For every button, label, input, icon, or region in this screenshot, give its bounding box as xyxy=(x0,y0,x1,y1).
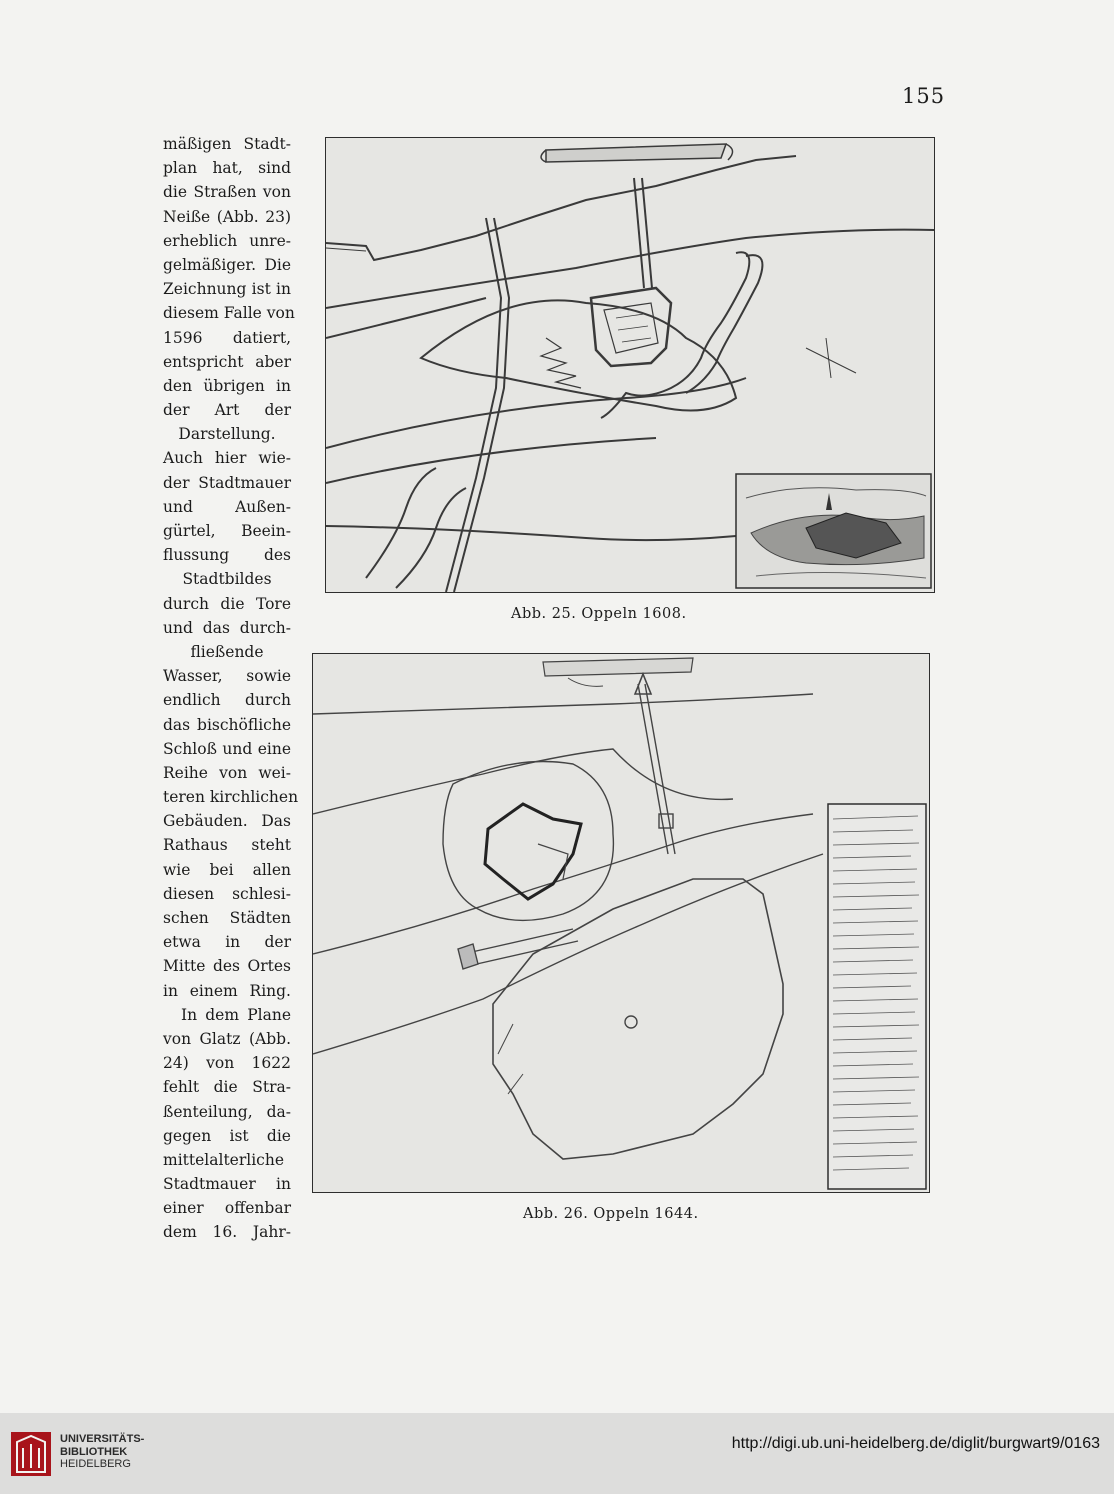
text-line: der Stadtmauer xyxy=(163,473,291,492)
text-line: diesem Falle von xyxy=(163,304,295,323)
text-line: Auch hier wie- xyxy=(163,449,291,468)
text-line: fehlt die Stra- xyxy=(163,1078,291,1097)
text-line: Schloß und eine xyxy=(163,739,291,758)
text-line: gegen ist die xyxy=(163,1126,291,1145)
text-line: in einem Ring. xyxy=(163,981,291,1000)
text-line: die Straßen von xyxy=(163,183,291,202)
map-figure-oppeln-1644 xyxy=(312,653,930,1193)
text-line: von Glatz (Abb. xyxy=(163,1029,291,1048)
text-line: und Außen- xyxy=(163,497,291,516)
text-line: Reihe von wei- xyxy=(163,763,291,782)
text-line: mittelalterliche xyxy=(163,1150,285,1169)
map-figure-oppeln-1608 xyxy=(325,137,935,593)
institution-line: BIBLIOTHEK xyxy=(60,1445,128,1458)
text-line: der Art der xyxy=(163,401,291,420)
text-line: Rathaus steht xyxy=(163,836,291,855)
text-line: teren kirchlichen xyxy=(163,788,299,807)
text-line: dem 16. Jahr- xyxy=(163,1223,291,1242)
text-line: Neiße (Abb. 23) xyxy=(163,207,291,226)
figure-caption: Abb. 26. Oppeln 1644. xyxy=(523,1206,699,1222)
text-line: entspricht aber xyxy=(163,352,291,371)
text-line: Stadtmauer in xyxy=(163,1175,291,1194)
text-line: flussung des xyxy=(163,546,291,565)
text-line: Wasser, sowie xyxy=(163,667,291,686)
text-line: Darstellung. xyxy=(178,425,276,444)
text-line: etwa in der xyxy=(163,933,291,952)
text-line: wie bei allen xyxy=(163,860,291,879)
institution-line: UNIVERSITÄTS- xyxy=(60,1433,145,1445)
legend-panel xyxy=(828,804,926,1189)
map-drawing-1608 xyxy=(326,138,934,592)
page-number: 155 xyxy=(902,84,946,108)
text-line: Zeichnung ist in xyxy=(163,280,291,299)
inset-view xyxy=(736,474,931,588)
library-footer xyxy=(0,1413,1114,1494)
map-drawing-1644 xyxy=(313,654,929,1192)
text-line: schen Städten xyxy=(163,909,291,927)
institution-name xyxy=(60,1433,144,1471)
text-line: gürtel, Beein- xyxy=(163,522,291,540)
library-logo-icon xyxy=(11,1432,51,1476)
text-line: In dem Plane xyxy=(181,1005,291,1024)
institution-line: HEIDELBERG xyxy=(60,1458,131,1470)
text-line: ßenteilung, da- xyxy=(163,1102,291,1121)
text-line: den übrigen in xyxy=(163,376,291,395)
text-line: mäßigen Stadt- xyxy=(163,135,291,153)
text-line: diesen schlesi- xyxy=(163,884,291,903)
text-line: plan hat, sind xyxy=(163,159,291,178)
text-line: endlich durch xyxy=(163,691,291,710)
text-line: erheblich unre- xyxy=(163,231,291,250)
text-line: 1596 datiert, xyxy=(163,328,291,347)
text-line: durch die Tore xyxy=(163,594,291,613)
text-line: 24) von 1622 xyxy=(163,1054,291,1073)
text-line: einer offenbar xyxy=(163,1199,291,1218)
text-line: und das durch- xyxy=(163,618,291,637)
text-line: das bischöfliche xyxy=(163,715,291,734)
figure-caption: Abb. 25. Oppeln 1608. xyxy=(511,606,687,622)
text-line: Mitte des Ortes xyxy=(163,957,291,976)
text-line: fließende xyxy=(190,642,264,661)
text-line: Stadtbildes xyxy=(182,570,272,589)
text-line: Gebäuden. Das xyxy=(163,812,291,831)
source-url-link[interactable]: http://digi.ub.uni-heidelberg.de/diglit/burgwart9/0163 xyxy=(731,1435,1100,1452)
body-text-column xyxy=(163,132,299,1245)
text-line: gelmäßiger. Die xyxy=(163,255,291,274)
